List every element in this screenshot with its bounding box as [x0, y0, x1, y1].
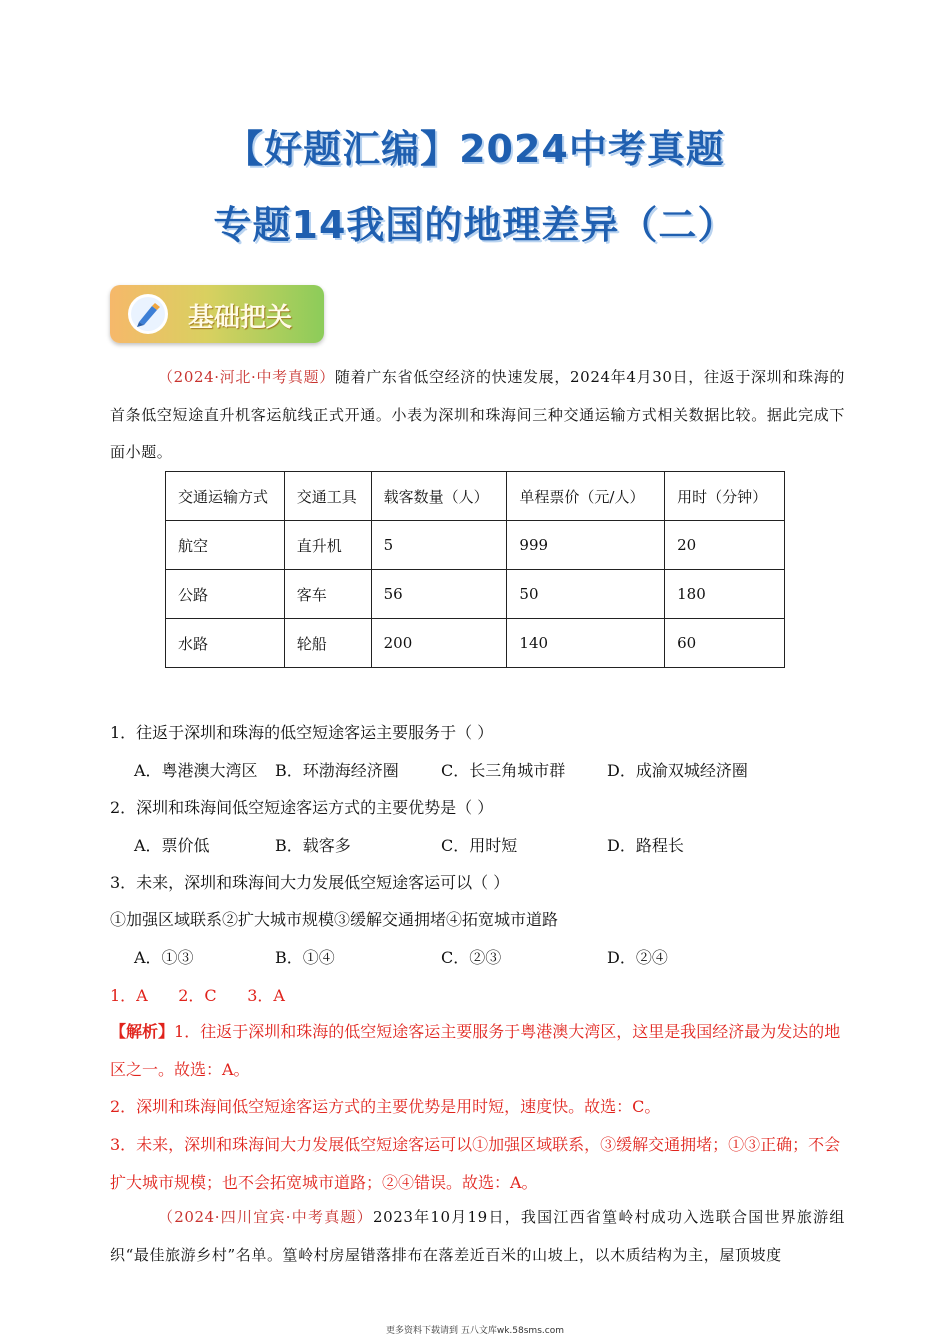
- table-header-row: [166, 472, 785, 521]
- table-row: [166, 570, 785, 619]
- table-cell: 航空: [166, 521, 285, 570]
- question-3-option-d: D．②④: [607, 948, 668, 967]
- pen-icon: [128, 294, 168, 334]
- table-cell: 200: [371, 619, 507, 668]
- question-2-stem: 2．深圳和珠海间低空短途客运方式的主要优势是（ ）: [110, 798, 494, 817]
- table-row: [166, 619, 785, 668]
- section-badge: [110, 285, 324, 343]
- question-1-option-a: A．粤港澳大湾区: [134, 761, 258, 780]
- document-title-line1: 【好题汇编】2024中考真题: [225, 127, 725, 171]
- explanation-1-text: 1．往返于深圳和珠海的低空短途客运主要服务于粤港澳大湾区，这里是我国经济最为发达的地区之一。故选：A。: [110, 1022, 841, 1079]
- table-cell: 水路: [166, 619, 285, 668]
- document-title-line2: 专题14我国的地理差异（二）: [213, 203, 737, 247]
- table-cell: 轮船: [284, 619, 371, 668]
- question-3-stem: 3．未来，深圳和珠海间大力发展低空短途客运可以（ ）: [110, 873, 510, 892]
- question-1-option-b: B．环渤海经济圈: [275, 761, 399, 780]
- table-cell: 公路: [166, 570, 285, 619]
- table-header-cell: 用时（分钟）: [665, 472, 785, 521]
- page-footer: 更多资料下载请到 五八文库wk.58sms.com: [386, 1326, 564, 1336]
- explanation-3: 3．未来，深圳和珠海间大力发展低空短途客运可以①加强区域联系，③缓解交通拥堵；①③正确；不会扩大城市规模；也不会拓宽城市道路；②④错误。故选：A。: [110, 1135, 841, 1192]
- answer-key: 1．A 2．C 3．A: [110, 986, 285, 1005]
- table-cell: 140: [507, 619, 665, 668]
- table-row: [166, 521, 785, 570]
- section-badge-label: 基础把关: [188, 303, 293, 333]
- table-cell: 20: [665, 521, 785, 570]
- table-cell: 直升机: [284, 521, 371, 570]
- passage-2: [110, 1199, 845, 1274]
- question-1-option-d: D．成渝双城经济圈: [607, 761, 748, 780]
- table-cell: 60: [665, 619, 785, 668]
- question-3-option-a: A．①③: [134, 948, 194, 967]
- question-2-option-d: D．路程长: [607, 836, 684, 855]
- question-2-option-c: C．用时短: [441, 836, 518, 855]
- question-3-statements: ①加强区域联系②扩大城市规模③缓解交通拥堵④拓宽城市道路: [110, 910, 559, 929]
- table-cell: 客车: [284, 570, 371, 619]
- passage-2-text: 2023年10月19日，我国江西省篁岭村成功入选联合国世界旅游组织“最佳旅游乡村”名单。篁岭村房屋错落排布在落差近百米的山坡上，以木质结构为主，屋顶坡度: [110, 1208, 845, 1264]
- table-cell: 999: [507, 521, 665, 570]
- passage-2-source: （2024·四川宜宾·中考真题）: [158, 1208, 373, 1226]
- question-3-option-c: C．②③: [441, 948, 502, 967]
- question-1-option-c: C．长三角城市群: [441, 761, 566, 780]
- question-3-option-b: B．①④: [275, 948, 335, 967]
- table-header-cell: 交通运输方式: [166, 472, 285, 521]
- question-2-option-b: B．载客多: [275, 836, 351, 855]
- table-cell: 50: [507, 570, 665, 619]
- table-cell: 5: [371, 521, 507, 570]
- passage-1: [110, 359, 845, 472]
- table-header-cell: 交通工具: [284, 472, 371, 521]
- transport-data-table: [165, 471, 785, 668]
- table-cell: 56: [371, 570, 507, 619]
- explanation-2: 2．深圳和珠海间低空短途客运方式的主要优势是用时短，速度快。故选：C。: [110, 1097, 661, 1116]
- table-header-cell: 载客数量（人）: [371, 472, 507, 521]
- passage-1-source: （2024·河北·中考真题）: [158, 368, 335, 386]
- explanation-tag: 【解析】: [110, 1022, 175, 1041]
- passage-1-text: 随着广东省低空经济的快速发展，2024年4月30日，往返于深圳和珠海的首条低空短途直升机客运航线正式开通。小表为深圳和珠海间三种交通运输方式相关数据比较。据此完成下面小题。: [110, 368, 845, 461]
- explanation-1: [110, 1013, 845, 1088]
- question-2-option-a: A．票价低: [134, 836, 210, 855]
- table-cell: 180: [665, 570, 785, 619]
- table-header-cell: 单程票价（元/人）: [507, 472, 665, 521]
- question-1-stem: 1．往返于深圳和珠海的低空短途客运主要服务于（ ）: [110, 723, 494, 742]
